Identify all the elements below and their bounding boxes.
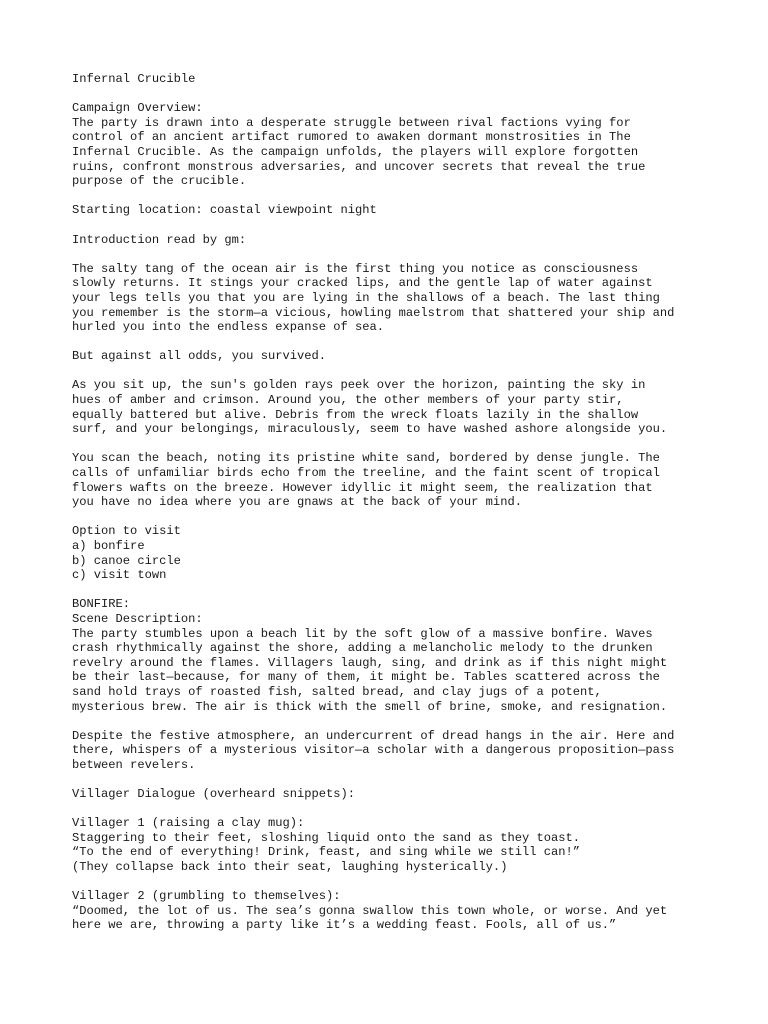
intro-line: you remember is the storm—a vicious, howling maelstrom that shattered your ship and — [72, 305, 675, 320]
options-heading: Option to visit — [72, 524, 181, 539]
scene-description-heading: Scene Description: — [72, 611, 203, 626]
visit-options-list — [72, 524, 712, 582]
intro-paragraph-4 — [72, 451, 712, 509]
blank-line — [72, 773, 712, 788]
overview-line: The party is drawn into a desperate struggle between rival factions vying for — [72, 115, 631, 130]
bonfire-line: The party stumbles upon a beach lit by the soft glow of a massive bonfire. Waves — [72, 626, 653, 641]
document-title: Infernal Crucible — [72, 72, 196, 86]
option-item-canoe-circle: b) canoe circle — [72, 553, 181, 568]
intro-line: As you sit up, the sun's golden rays peek over the horizon, painting the sky in — [72, 378, 646, 393]
intro-line: slowly returns. It stings your cracked lips, and the gentle lap of water against — [72, 276, 653, 291]
bonfire-line: crash rhythmically against the shore, adding a melancholic melody to the drunken — [72, 641, 653, 656]
option-item-bonfire: a) bonfire — [72, 539, 145, 553]
dialogue-heading: Villager Dialogue (overheard snippets): — [72, 787, 356, 802]
villager-1-line: “To the end of everything! Drink, feast, and sing while we still can!” — [72, 845, 581, 860]
intro-line: surf, and your belongings, miraculously, seem to have washed ashore alongside you. — [72, 422, 668, 437]
blank-line — [72, 247, 712, 262]
bonfire-section — [72, 597, 712, 933]
bonfire-line: between revelers. — [72, 757, 196, 772]
bonfire-heading: BONFIRE: — [72, 597, 131, 612]
intro-line: calls of unfamiliar birds echo from the treeline, and the faint scent of tropical — [72, 466, 660, 481]
villager-1-line: Staggering to their feet, sloshing liquid onto the sand as they toast. — [72, 830, 581, 845]
villager-2-line: here we are, throwing a party like it’s a wedding feast. Fools, all of us.” — [72, 918, 617, 933]
campaign-overview-section — [72, 101, 712, 189]
intro-paragraph-1 — [72, 262, 712, 335]
bonfire-line: sand hold trays of roasted fish, salted bread, and clay jugs of a potent, — [72, 684, 602, 699]
overview-line: purpose of the crucible. — [72, 174, 247, 189]
overview-line: ruins, confront monstrous adversaries, and uncover secrets that reveal the true — [72, 159, 646, 174]
overview-heading: Campaign Overview: — [72, 101, 203, 116]
document-page — [72, 72, 712, 933]
blank-line — [72, 189, 712, 204]
starting-location: Starting location: coastal viewpoint night — [72, 203, 377, 218]
intro-line: you have no idea where you are gnaws at the back of your mind. — [72, 495, 522, 510]
intro-paragraph-3 — [72, 378, 712, 436]
bonfire-line: be their last—because, for many of them, it might be. Tables scattered across the — [72, 670, 660, 685]
bonfire-line: mysterious brew. The air is thick with the smell of brine, smoke, and resignation. — [72, 699, 668, 714]
blank-line — [72, 510, 712, 525]
intro-line: The salty tang of the ocean air is the first thing you notice as consciousness — [72, 261, 639, 276]
option-item-visit-town: c) visit town — [72, 568, 167, 583]
intro-line: hues of amber and crimson. Around you, the other members of your party stir, — [72, 393, 624, 408]
blank-line — [72, 335, 712, 350]
overview-line: Infernal Crucible. As the campaign unfolds, the players will explore forgotten — [72, 144, 639, 159]
blank-line — [72, 218, 712, 233]
villager-1-line: (They collapse back into their seat, laughing hysterically.) — [72, 860, 508, 875]
intro-paragraph-2: But against all odds, you survived. — [72, 349, 327, 364]
blank-line — [72, 364, 712, 379]
intro-line: your legs tells you that you are lying in the shallows of a beach. The last thing — [72, 290, 660, 305]
intro-line: You scan the beach, noting its pristine white sand, bordered by dense jungle. The — [72, 451, 660, 466]
bonfire-line: there, whispers of a mysterious visitor—a scholar with a dangerous proposition—pass — [72, 743, 675, 758]
blank-line — [72, 437, 712, 452]
intro-line: equally battered but alive. Debris from the wreck floats lazily in the shallow — [72, 407, 639, 422]
bonfire-line: Despite the festive atmosphere, an undercurrent of dread hangs in the air. Here and — [72, 728, 675, 743]
intro-line: hurled you into the endless expanse of sea. — [72, 320, 385, 335]
blank-line — [72, 714, 712, 729]
blank-line — [72, 583, 712, 598]
blank-line — [72, 802, 712, 817]
intro-line: flowers wafts on the breeze. However idyllic it might seem, the realization that — [72, 480, 653, 495]
blank-line — [72, 87, 712, 102]
intro-heading: Introduction read by gm: — [72, 232, 247, 247]
bonfire-line: revelry around the flames. Villagers laugh, sing, and drink as if this night might — [72, 655, 668, 670]
villager-2-line: Villager 2 (grumbling to themselves): — [72, 889, 341, 904]
overview-line: control of an ancient artifact rumored to awaken dormant monstrosities in The — [72, 130, 631, 145]
blank-line — [72, 875, 712, 890]
villager-2-line: “Doomed, the lot of us. The sea’s gonna swallow this town whole, or worse. And yet — [72, 903, 668, 918]
villager-1-line: Villager 1 (raising a clay mug): — [72, 816, 305, 831]
